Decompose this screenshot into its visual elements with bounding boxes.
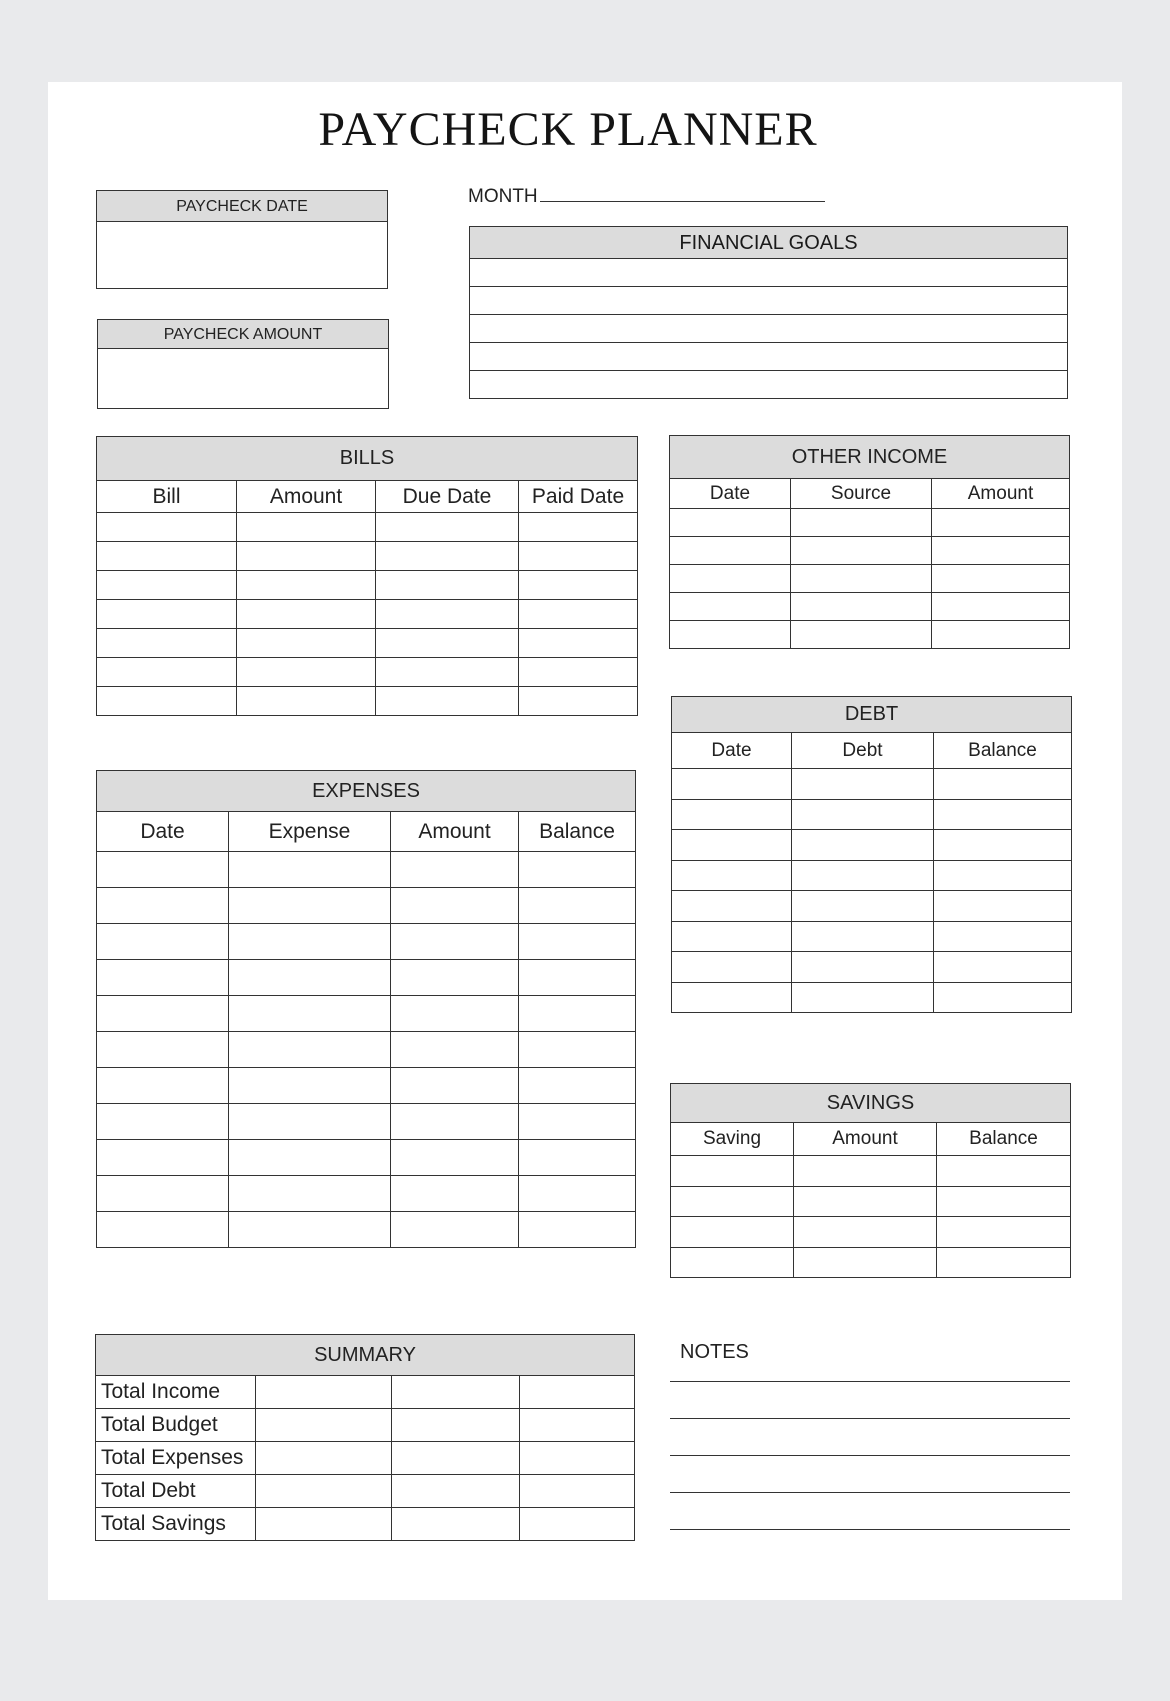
expenses-cell-date[interactable] bbox=[97, 1032, 229, 1068]
notes-line[interactable] bbox=[670, 1367, 1070, 1382]
bills-cell-amount[interactable] bbox=[237, 687, 376, 716]
summary-value-cell[interactable] bbox=[520, 1442, 635, 1475]
notes-line[interactable] bbox=[670, 1419, 1070, 1456]
financial-goal-line[interactable] bbox=[469, 315, 1068, 343]
summary-value-cell[interactable] bbox=[520, 1376, 635, 1409]
expenses-cell-date[interactable] bbox=[97, 1176, 229, 1212]
bills-cell-bill[interactable] bbox=[97, 571, 237, 600]
savings-row bbox=[671, 1217, 1071, 1248]
expenses-cell-date[interactable] bbox=[97, 888, 229, 924]
bills-cell-paid-date[interactable] bbox=[519, 542, 638, 571]
bills-cell-amount[interactable] bbox=[237, 600, 376, 629]
debt-cell-balance[interactable] bbox=[934, 982, 1072, 1013]
savings-cell-amount[interactable] bbox=[794, 1247, 937, 1278]
financial-goals bbox=[469, 226, 1068, 399]
expenses-cell-balance[interactable] bbox=[519, 1104, 636, 1140]
bills-cell-amount[interactable] bbox=[237, 658, 376, 687]
debt-row bbox=[672, 799, 1072, 830]
bills-cell-due-date[interactable] bbox=[376, 658, 519, 687]
bills-cell-amount[interactable] bbox=[237, 513, 376, 542]
income-cell-source[interactable] bbox=[791, 565, 932, 593]
debt-row bbox=[672, 769, 1072, 800]
expenses-cell-amount[interactable] bbox=[391, 1212, 519, 1248]
bills-table bbox=[96, 436, 638, 716]
bills-cell-due-date[interactable] bbox=[376, 600, 519, 629]
debt-cell-debt[interactable] bbox=[792, 769, 934, 800]
expenses-col-amount: Amount bbox=[391, 812, 519, 852]
other-income-table bbox=[669, 435, 1070, 649]
bills-cell-bill[interactable] bbox=[97, 542, 237, 571]
savings-col-amount: Amount bbox=[794, 1123, 937, 1156]
bills-cell-paid-date[interactable] bbox=[519, 600, 638, 629]
expenses-row bbox=[97, 996, 636, 1032]
savings-row bbox=[671, 1156, 1071, 1187]
debt-col-balance: Balance bbox=[934, 733, 1072, 769]
bills-cell-bill[interactable] bbox=[97, 658, 237, 687]
debt-cell-balance[interactable] bbox=[934, 830, 1072, 861]
expenses-cell-balance[interactable] bbox=[519, 1032, 636, 1068]
debt-cell-balance[interactable] bbox=[934, 921, 1072, 952]
debt-row bbox=[672, 952, 1072, 983]
expenses-row bbox=[97, 1140, 636, 1176]
income-row bbox=[670, 593, 1070, 621]
income-cell-source[interactable] bbox=[791, 621, 932, 649]
expenses-row bbox=[97, 1212, 636, 1248]
expenses-row bbox=[97, 1068, 636, 1104]
debt-cell-date[interactable] bbox=[672, 769, 792, 800]
expenses-cell-date[interactable] bbox=[97, 852, 229, 888]
savings-cell-balance[interactable] bbox=[937, 1186, 1071, 1217]
bills-col-amount: Amount bbox=[237, 481, 376, 513]
debt-cell-debt[interactable] bbox=[792, 891, 934, 922]
other-income-header: OTHER INCOME bbox=[670, 436, 1070, 479]
expenses-cell-amount[interactable] bbox=[391, 1032, 519, 1068]
bills-cell-due-date[interactable] bbox=[376, 542, 519, 571]
financial-goal-line[interactable] bbox=[469, 287, 1068, 315]
expenses-cell-expense[interactable] bbox=[229, 960, 391, 996]
debt-cell-balance[interactable] bbox=[934, 769, 1072, 800]
bills-cell-due-date[interactable] bbox=[376, 629, 519, 658]
summary-label-total-debt: Total Debt bbox=[96, 1475, 256, 1508]
savings-row bbox=[671, 1186, 1071, 1217]
debt-cell-balance[interactable] bbox=[934, 799, 1072, 830]
page-title: PAYCHECK PLANNER bbox=[318, 103, 818, 156]
expenses-cell-expense[interactable] bbox=[229, 888, 391, 924]
bills-row bbox=[97, 629, 638, 658]
debt-cell-date[interactable] bbox=[672, 891, 792, 922]
summary-value-cell[interactable] bbox=[256, 1409, 392, 1442]
expenses-row bbox=[97, 960, 636, 996]
summary-value-cell[interactable] bbox=[392, 1409, 520, 1442]
savings-col-balance: Balance bbox=[937, 1123, 1071, 1156]
summary-value-cell[interactable] bbox=[520, 1409, 635, 1442]
paycheck-amount-field[interactable] bbox=[98, 349, 388, 407]
bills-col-paid-date: Paid Date bbox=[519, 481, 638, 513]
savings-cell-amount[interactable] bbox=[794, 1217, 937, 1248]
month-label: MONTH bbox=[468, 186, 538, 207]
expenses-row bbox=[97, 1032, 636, 1068]
summary-table bbox=[95, 1334, 635, 1541]
bills-cell-due-date[interactable] bbox=[376, 513, 519, 542]
summary-label-total-expenses: Total Expenses bbox=[96, 1442, 256, 1475]
income-row bbox=[670, 537, 1070, 565]
expenses-cell-balance[interactable] bbox=[519, 888, 636, 924]
debt-col-debt: Debt bbox=[792, 733, 934, 769]
debt-table bbox=[671, 696, 1072, 1013]
savings-cell-balance[interactable] bbox=[937, 1217, 1071, 1248]
expenses-cell-balance[interactable] bbox=[519, 924, 636, 960]
debt-cell-balance[interactable] bbox=[934, 891, 1072, 922]
expenses-cell-expense[interactable] bbox=[229, 1068, 391, 1104]
paycheck-date-label: PAYCHECK DATE bbox=[97, 191, 387, 222]
summary-value-cell[interactable] bbox=[520, 1508, 635, 1541]
expenses-col-expense: Expense bbox=[229, 812, 391, 852]
savings-table bbox=[670, 1083, 1071, 1278]
expenses-cell-amount[interactable] bbox=[391, 1068, 519, 1104]
summary-label-total-budget: Total Budget bbox=[96, 1409, 256, 1442]
notes-section bbox=[670, 1337, 1070, 1530]
summary-label-total-savings: Total Savings bbox=[96, 1508, 256, 1541]
summary-value-cell[interactable] bbox=[392, 1442, 520, 1475]
expenses-row bbox=[97, 1104, 636, 1140]
expenses-cell-expense[interactable] bbox=[229, 1104, 391, 1140]
debt-cell-debt[interactable] bbox=[792, 830, 934, 861]
income-row bbox=[670, 565, 1070, 593]
bills-cell-amount[interactable] bbox=[237, 571, 376, 600]
expenses-cell-balance[interactable] bbox=[519, 1140, 636, 1176]
notes-line[interactable] bbox=[670, 1456, 1070, 1493]
income-cell-date[interactable] bbox=[670, 593, 791, 621]
planner-sheet bbox=[48, 82, 1122, 1600]
expenses-cell-amount[interactable] bbox=[391, 996, 519, 1032]
income-cell-amount[interactable] bbox=[932, 621, 1070, 649]
debt-cell-date[interactable] bbox=[672, 952, 792, 983]
summary-row bbox=[96, 1376, 635, 1409]
paycheck-amount-box bbox=[97, 319, 389, 409]
debt-header: DEBT bbox=[672, 697, 1072, 733]
expenses-cell-balance[interactable] bbox=[519, 1068, 636, 1104]
summary-value-cell[interactable] bbox=[392, 1475, 520, 1508]
debt-cell-date[interactable] bbox=[672, 860, 792, 891]
savings-cell-balance[interactable] bbox=[937, 1156, 1071, 1187]
expenses-cell-expense[interactable] bbox=[229, 1032, 391, 1068]
bills-cell-bill[interactable] bbox=[97, 629, 237, 658]
debt-row bbox=[672, 891, 1072, 922]
bills-cell-paid-date[interactable] bbox=[519, 571, 638, 600]
expenses-cell-expense[interactable] bbox=[229, 1212, 391, 1248]
bills-cell-due-date[interactable] bbox=[376, 571, 519, 600]
bills-row bbox=[97, 571, 638, 600]
expenses-cell-balance[interactable] bbox=[519, 852, 636, 888]
summary-value-cell[interactable] bbox=[392, 1376, 520, 1409]
bills-cell-bill[interactable] bbox=[97, 513, 237, 542]
expenses-cell-date[interactable] bbox=[97, 1212, 229, 1248]
bills-cell-amount[interactable] bbox=[237, 629, 376, 658]
bills-row bbox=[97, 542, 638, 571]
savings-header: SAVINGS bbox=[671, 1084, 1071, 1123]
expenses-row bbox=[97, 924, 636, 960]
expenses-cell-expense[interactable] bbox=[229, 924, 391, 960]
financial-goal-line[interactable] bbox=[469, 343, 1068, 371]
income-cell-date[interactable] bbox=[670, 537, 791, 565]
income-cell-date[interactable] bbox=[670, 509, 791, 537]
expenses-cell-expense[interactable] bbox=[229, 996, 391, 1032]
debt-cell-debt[interactable] bbox=[792, 952, 934, 983]
income-cell-amount[interactable] bbox=[932, 509, 1070, 537]
savings-cell-saving[interactable] bbox=[671, 1217, 794, 1248]
savings-cell-balance[interactable] bbox=[937, 1247, 1071, 1278]
expenses-cell-date[interactable] bbox=[97, 1140, 229, 1176]
summary-value-cell[interactable] bbox=[256, 1376, 392, 1409]
debt-cell-balance[interactable] bbox=[934, 952, 1072, 983]
income-cell-source[interactable] bbox=[791, 593, 932, 621]
debt-cell-debt[interactable] bbox=[792, 982, 934, 1013]
debt-cell-balance[interactable] bbox=[934, 860, 1072, 891]
savings-cell-amount[interactable] bbox=[794, 1156, 937, 1187]
bills-cell-due-date[interactable] bbox=[376, 687, 519, 716]
income-cell-date[interactable] bbox=[670, 621, 791, 649]
income-row bbox=[670, 509, 1070, 537]
expenses-header: EXPENSES bbox=[97, 771, 636, 812]
debt-cell-date[interactable] bbox=[672, 830, 792, 861]
notes-label: NOTES bbox=[680, 1341, 749, 1363]
income-cell-date[interactable] bbox=[670, 565, 791, 593]
expenses-cell-amount[interactable] bbox=[391, 924, 519, 960]
expenses-cell-balance[interactable] bbox=[519, 996, 636, 1032]
month-underline bbox=[540, 201, 825, 202]
savings-cell-saving[interactable] bbox=[671, 1247, 794, 1278]
summary-label-total-income: Total Income bbox=[96, 1376, 256, 1409]
expenses-cell-expense[interactable] bbox=[229, 1176, 391, 1212]
summary-row bbox=[96, 1475, 635, 1508]
bills-col-bill: Bill bbox=[97, 481, 237, 513]
bills-row bbox=[97, 600, 638, 629]
summary-value-cell[interactable] bbox=[256, 1475, 392, 1508]
debt-cell-date[interactable] bbox=[672, 982, 792, 1013]
savings-cell-saving[interactable] bbox=[671, 1186, 794, 1217]
summary-row bbox=[96, 1409, 635, 1442]
summary-header: SUMMARY bbox=[96, 1335, 635, 1376]
debt-row bbox=[672, 921, 1072, 952]
debt-cell-debt[interactable] bbox=[792, 799, 934, 830]
income-row bbox=[670, 621, 1070, 649]
income-col-amount: Amount bbox=[932, 479, 1070, 509]
debt-cell-debt[interactable] bbox=[792, 921, 934, 952]
expenses-cell-date[interactable] bbox=[97, 996, 229, 1032]
expenses-cell-amount[interactable] bbox=[391, 1176, 519, 1212]
savings-cell-saving[interactable] bbox=[671, 1156, 794, 1187]
debt-col-date: Date bbox=[672, 733, 792, 769]
debt-row bbox=[672, 860, 1072, 891]
debt-cell-date[interactable] bbox=[672, 921, 792, 952]
income-cell-amount[interactable] bbox=[932, 593, 1070, 621]
bills-col-due-date: Due Date bbox=[376, 481, 519, 513]
bills-cell-paid-date[interactable] bbox=[519, 658, 638, 687]
bills-cell-paid-date[interactable] bbox=[519, 513, 638, 542]
summary-value-cell[interactable] bbox=[520, 1475, 635, 1508]
expenses-cell-balance[interactable] bbox=[519, 960, 636, 996]
expenses-row bbox=[97, 888, 636, 924]
paycheck-date-field[interactable] bbox=[97, 222, 387, 286]
expenses-cell-expense[interactable] bbox=[229, 852, 391, 888]
expenses-cell-date[interactable] bbox=[97, 1104, 229, 1140]
savings-col-saving: Saving bbox=[671, 1123, 794, 1156]
bills-cell-bill[interactable] bbox=[97, 600, 237, 629]
expenses-table bbox=[96, 770, 636, 1248]
expenses-cell-expense[interactable] bbox=[229, 1140, 391, 1176]
income-cell-amount[interactable] bbox=[932, 537, 1070, 565]
debt-row bbox=[672, 830, 1072, 861]
expenses-cell-date[interactable] bbox=[97, 1068, 229, 1104]
paycheck-date-box bbox=[96, 190, 388, 289]
summary-value-cell[interactable] bbox=[392, 1508, 520, 1541]
debt-cell-debt[interactable] bbox=[792, 860, 934, 891]
savings-row bbox=[671, 1247, 1071, 1278]
summary-row bbox=[96, 1508, 635, 1541]
summary-row bbox=[96, 1442, 635, 1475]
income-cell-source[interactable] bbox=[791, 509, 932, 537]
debt-cell-date[interactable] bbox=[672, 799, 792, 830]
financial-goals-header: FINANCIAL GOALS bbox=[469, 226, 1068, 259]
summary-value-cell[interactable] bbox=[256, 1508, 392, 1541]
expenses-row bbox=[97, 1176, 636, 1212]
month-field[interactable] bbox=[468, 186, 825, 208]
income-cell-amount[interactable] bbox=[932, 565, 1070, 593]
financial-goal-line[interactable] bbox=[469, 259, 1068, 287]
expenses-cell-amount[interactable] bbox=[391, 960, 519, 996]
bills-cell-amount[interactable] bbox=[237, 542, 376, 571]
expenses-row bbox=[97, 852, 636, 888]
notes-line[interactable] bbox=[670, 1493, 1070, 1530]
notes-line[interactable] bbox=[670, 1382, 1070, 1419]
bills-row bbox=[97, 658, 638, 687]
savings-cell-amount[interactable] bbox=[794, 1186, 937, 1217]
expenses-cell-amount[interactable] bbox=[391, 888, 519, 924]
bills-row bbox=[97, 687, 638, 716]
expenses-col-date: Date bbox=[97, 812, 229, 852]
debt-row bbox=[672, 982, 1072, 1013]
expenses-cell-date[interactable] bbox=[97, 924, 229, 960]
bills-cell-paid-date[interactable] bbox=[519, 687, 638, 716]
expenses-cell-balance[interactable] bbox=[519, 1212, 636, 1248]
income-col-date: Date bbox=[670, 479, 791, 509]
bills-header: BILLS bbox=[97, 437, 638, 481]
paycheck-amount-label: PAYCHECK AMOUNT bbox=[98, 320, 388, 349]
bills-cell-paid-date[interactable] bbox=[519, 629, 638, 658]
income-col-source: Source bbox=[791, 479, 932, 509]
bills-cell-bill[interactable] bbox=[97, 687, 237, 716]
income-cell-source[interactable] bbox=[791, 537, 932, 565]
expenses-col-balance: Balance bbox=[519, 812, 636, 852]
bills-row bbox=[97, 513, 638, 542]
expenses-cell-amount[interactable] bbox=[391, 1140, 519, 1176]
expenses-cell-date[interactable] bbox=[97, 960, 229, 996]
expenses-cell-balance[interactable] bbox=[519, 1176, 636, 1212]
expenses-cell-amount[interactable] bbox=[391, 1104, 519, 1140]
summary-value-cell[interactable] bbox=[256, 1442, 392, 1475]
financial-goal-line[interactable] bbox=[469, 371, 1068, 399]
expenses-cell-amount[interactable] bbox=[391, 852, 519, 888]
